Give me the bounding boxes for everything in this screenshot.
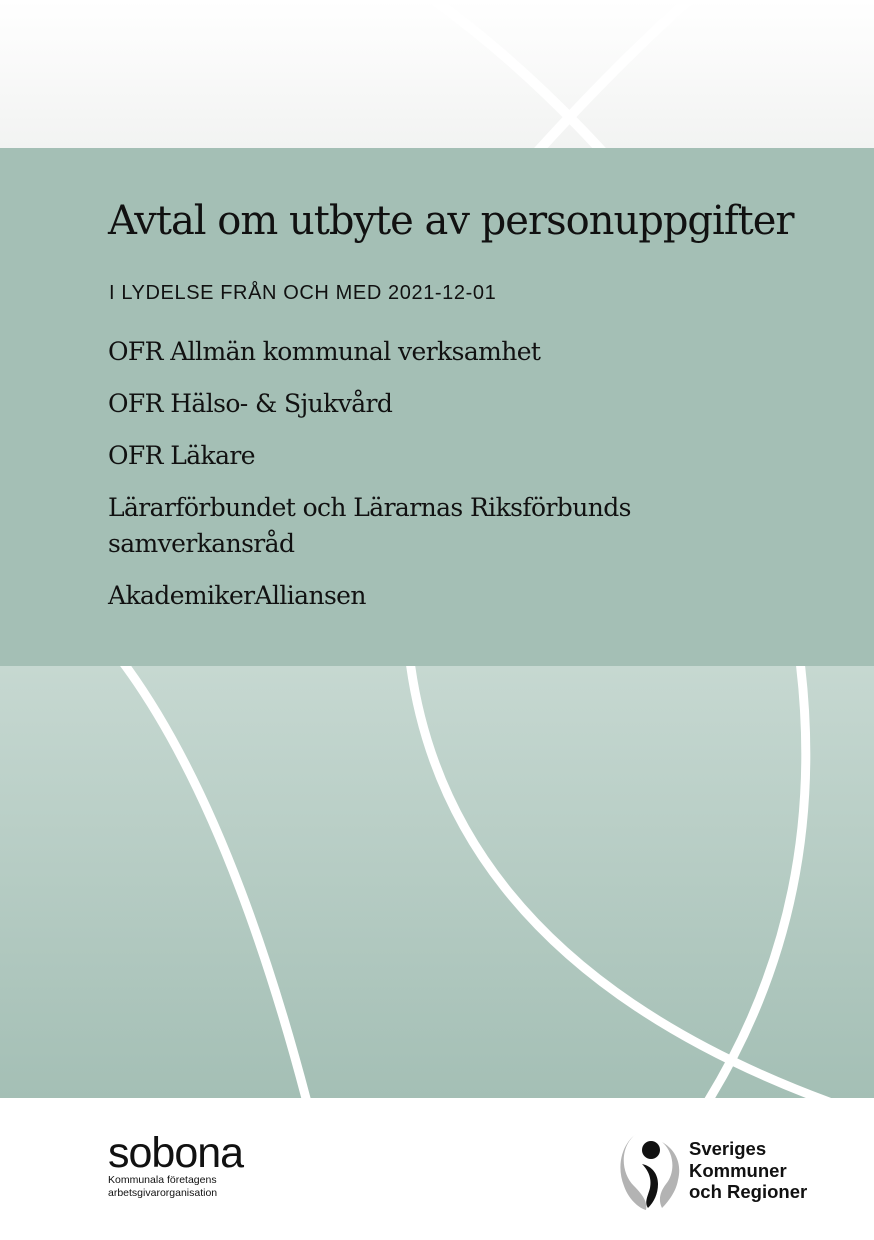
skr-line: Kommuner: [689, 1159, 787, 1181]
document-subtitle: I LYDELSE FRÅN OCH MED 2021-12-01: [109, 282, 497, 304]
party-item: Lärarförbundet och Lärarnas Riksförbunds samverkansråd: [108, 493, 631, 558]
decorative-arcs-bottom: [0, 666, 874, 1098]
skr-figure-icon: [618, 1128, 688, 1212]
document-title: Avtal om utbyte av personuppgifter: [108, 198, 794, 244]
skr-logo: [618, 1128, 848, 1212]
skr-line: Sveriges: [689, 1138, 767, 1159]
skr-wordmark: [689, 1138, 807, 1203]
sobona-logo: [108, 1129, 308, 1212]
lower-band: [0, 666, 874, 1098]
party-list: [108, 334, 748, 630]
sobona-wordmark: sobona: [108, 1129, 244, 1177]
decorative-arcs-top: [0, 0, 874, 148]
sobona-tagline: Kommunala företagens arbetsgivarorganisation: [108, 1174, 218, 1199]
party-item: OFR Hälso- & Sjukvård: [108, 389, 393, 418]
party-item: AkademikerAlliansen: [108, 581, 366, 610]
top-band: [0, 0, 874, 148]
party-item: OFR Läkare: [108, 441, 255, 470]
party-item: OFR Allmän kommunal verksamhet: [108, 337, 541, 366]
skr-line: och Regioner: [689, 1181, 808, 1202]
